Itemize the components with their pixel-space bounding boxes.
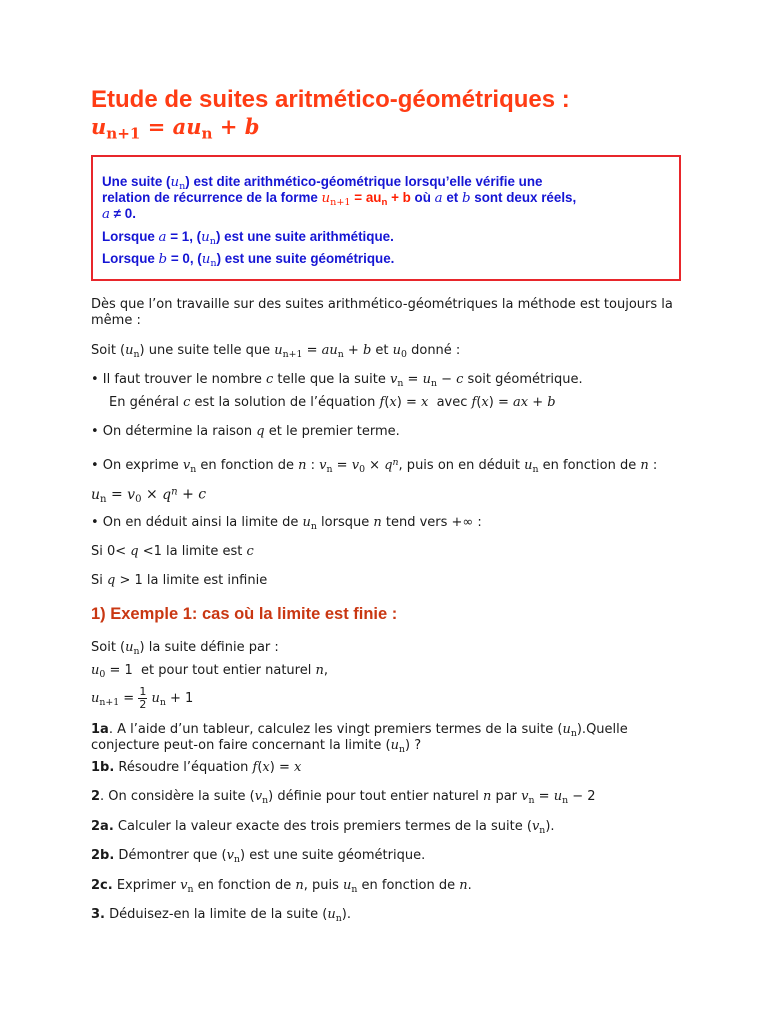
section-heading-example: 1) Exemple 1: cas où la limite est finie : xyxy=(91,605,398,623)
method-step-1-note: En général c est la solution de l’équation f(x) = x avec f(x) = ax + b xyxy=(109,395,556,410)
title-formula: $u_{n+1} = au_n + b$ xyxy=(91,114,260,143)
definition-case-geometric: Lorsque b = 0, $(u_n)$ est une suite géométrique. xyxy=(102,251,395,269)
definition-box xyxy=(91,155,681,281)
method-case-1: Si 0< q <1 la limite est c xyxy=(91,544,254,559)
question-2: 2. On considère la suite $(v_n)$ définie pour tout entier naturel n par $v_n = u_n - 2$ xyxy=(91,789,596,806)
question-2a: 2a. Calculer la valeur exacte des trois premiers termes de la suite $(v_n)$. xyxy=(91,819,555,836)
definition-line-3: a ≠ 0. xyxy=(102,206,136,222)
question-1a-line-1: 1a. A l’aide d’un tableur, calculez les vingt premiers termes de la suite $(u_n).Quelle$ xyxy=(91,722,628,739)
definition-line-2: relation de récurrence de la forme $u_{n+1} = au_n + b$ où a et b sont deux réels, xyxy=(102,190,577,208)
method-soit: Soit $(u_n)$ une suite telle que $u_{n+1} = au_n + b$ et $u_0$ donné : xyxy=(91,343,461,360)
method-step-1: • Il faut trouver le nombre c telle que la suite $v_n = u_n - c$ soit géométrique. xyxy=(91,372,583,389)
question-3: 3. Déduisez-en la limite de la suite $(u_n)$. xyxy=(91,907,351,924)
example-init: $u_0 = 1$ et pour tout entier naturel n, xyxy=(91,663,328,680)
method-intro-line-2: même : xyxy=(91,313,141,328)
question-1a-line-2: conjecture peut-on faire concernant la limite $(u_n)$ ? xyxy=(91,738,422,755)
question-1b: 1b. Résoudre l’équation f(x) = x xyxy=(91,760,302,775)
method-step-3: • On exprime $v_n$ en fonction de n : $v_n = v_0 \times q^n$, puis on en déduit $u_n$ en fonction de n : xyxy=(91,457,658,475)
method-step-2: • On détermine la raison q et le premier terme. xyxy=(91,424,400,439)
definition-case-arithmetic: Lorsque a = 1, $(u_n)$ est une suite arithmétique. xyxy=(102,229,394,247)
method-case-2: Si q > 1 la limite est infinie xyxy=(91,573,268,588)
title-text: Etude de suites aritmético-géométriques : xyxy=(91,86,570,113)
method-step-4: • On en déduit ainsi la limite de $u_n$ lorsque n tend vers +∞ : xyxy=(91,515,482,532)
example-intro: Soit $(u_n)$ la suite définie par : xyxy=(91,640,279,657)
method-intro-line-1: Dès que l’on travaille sur des suites arithmético-géométriques la méthode est toujours la xyxy=(91,297,673,312)
example-recurrence: $u_{n+1}$ = $\frac{1}{2}$ $u_n + 1$ xyxy=(91,685,194,711)
method-formula: $u_n = v_0 \times q^n + c$ xyxy=(91,486,207,505)
fraction-one-half: $\frac{1}{2}$ xyxy=(139,685,147,711)
question-2b: 2b. Démontrer que $(v_n)$ est une suite géométrique. xyxy=(91,848,426,865)
question-2c: 2c. Exprimer $v_n$ en fonction de n, puis $u_n$ en fonction de n. xyxy=(91,878,472,895)
page-title xyxy=(91,86,570,114)
definition-line-1: Une suite $(u_n)$ est dite arithmético-géométrique lorsqu’elle vérifie une xyxy=(102,174,543,192)
